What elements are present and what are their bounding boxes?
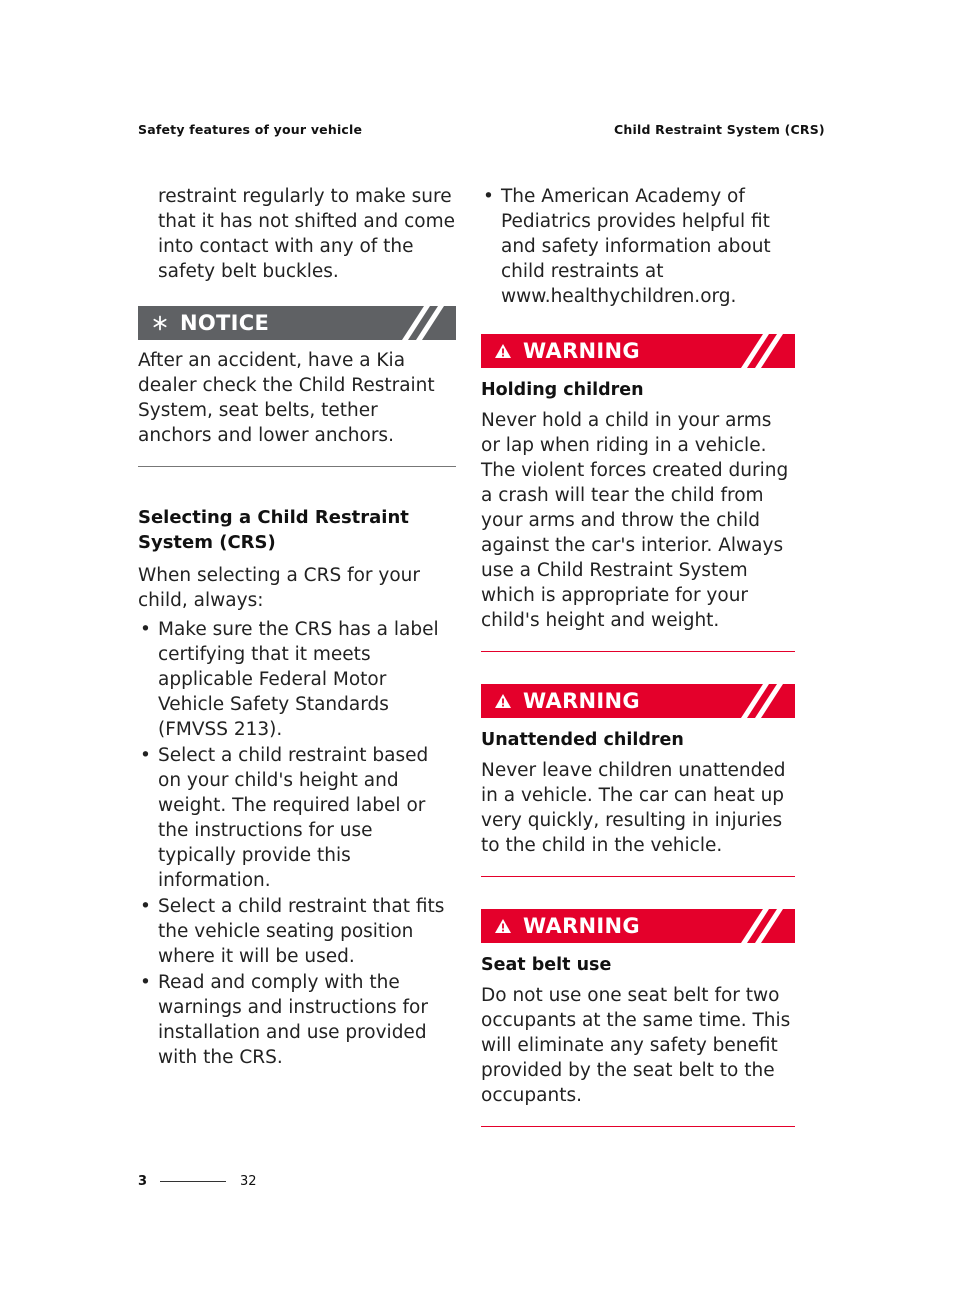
running-head-left: Safety features of your vehicle: [138, 122, 363, 137]
continuation-paragraph: restraint regularly to make sure that it has not shifted and come into contact with any of the safety belt buckles.: [158, 186, 456, 282]
warning-text: Never hold a child in your arms or lap when riding in a vehicle. The violent forces created during a crash will tear the child from your arms and throw the child against the car's interior. Always use a Child Restraint System which is appropriate for your child's height and weight.: [481, 410, 789, 631]
warning-text: Do not use one seat belt for two occupants at the same time. This will eliminate any safety benefit provided by the seat belt to the occupants.: [481, 985, 791, 1106]
list-item: • The American Academy of Pediatrics provides helpful fit and safety information about child restraints at www.healthychildren.org.: [483, 186, 771, 307]
notice-banner: [138, 306, 456, 340]
chapter-number: 3: [138, 1174, 148, 1189]
asterisk-icon: [150, 313, 170, 333]
page-number: 32: [240, 1174, 257, 1189]
list-item: • Read and comply with the warnings and instructions for installation and use provided with the CRS.: [140, 972, 428, 1068]
crs-selection-list: [138, 617, 456, 1070]
list-item: • Select a child restraint based on your child's height and weight. The required label or the instructions for use typically provide this information.: [140, 745, 429, 891]
section-intro: When selecting a CRS for your child, always:: [138, 565, 420, 611]
warning-label: WARNING: [523, 689, 640, 713]
warning-banner-seatbelt: [481, 909, 795, 943]
warning-label: WARNING: [523, 339, 640, 363]
banner-stripes-icon: [741, 909, 789, 943]
warning-title: Unattended children: [481, 730, 684, 750]
list-item: • Select a child restraint that fits the vehicle seating position where it will be used.: [140, 896, 445, 967]
warning-triangle-icon: [493, 691, 513, 711]
banner-stripes-icon: [402, 306, 450, 340]
warning-title: Seat belt use: [481, 955, 612, 975]
warning-label: WARNING: [523, 914, 640, 938]
warning-text: Never leave children unattended in a vehicle. The car can heat up very quickly, resulting in injuries to the child in the vehicle.: [481, 760, 786, 856]
warning-banner-unattended: [481, 684, 795, 718]
notice-text: After an accident, have a Kia dealer check the Child Restraint System, seat belts, tether anchors and lower anchors.: [138, 350, 435, 446]
warning-end-rule: [481, 1126, 795, 1127]
warning-triangle-icon: [493, 341, 513, 361]
warning-triangle-icon: [493, 916, 513, 936]
left-column: [138, 184, 456, 1071]
page-footer: [138, 1174, 257, 1189]
footer-rule: [160, 1181, 226, 1182]
notice-label: NOTICE: [180, 311, 270, 335]
banner-stripes-icon: [741, 334, 789, 368]
warning-title: Holding children: [481, 380, 644, 400]
running-head-right: Child Restraint System (CRS): [614, 122, 825, 137]
warning-banner-holding: [481, 334, 795, 368]
aap-list: [481, 184, 795, 309]
section-title: Selecting a Child Restraint System (CRS): [138, 507, 409, 553]
right-column: [481, 184, 795, 1127]
list-item: • Make sure the CRS has a label certifying that it meets applicable Federal Motor Vehicle Safety Standards (FMVSS 213).: [140, 619, 439, 740]
banner-stripes-icon: [741, 684, 789, 718]
